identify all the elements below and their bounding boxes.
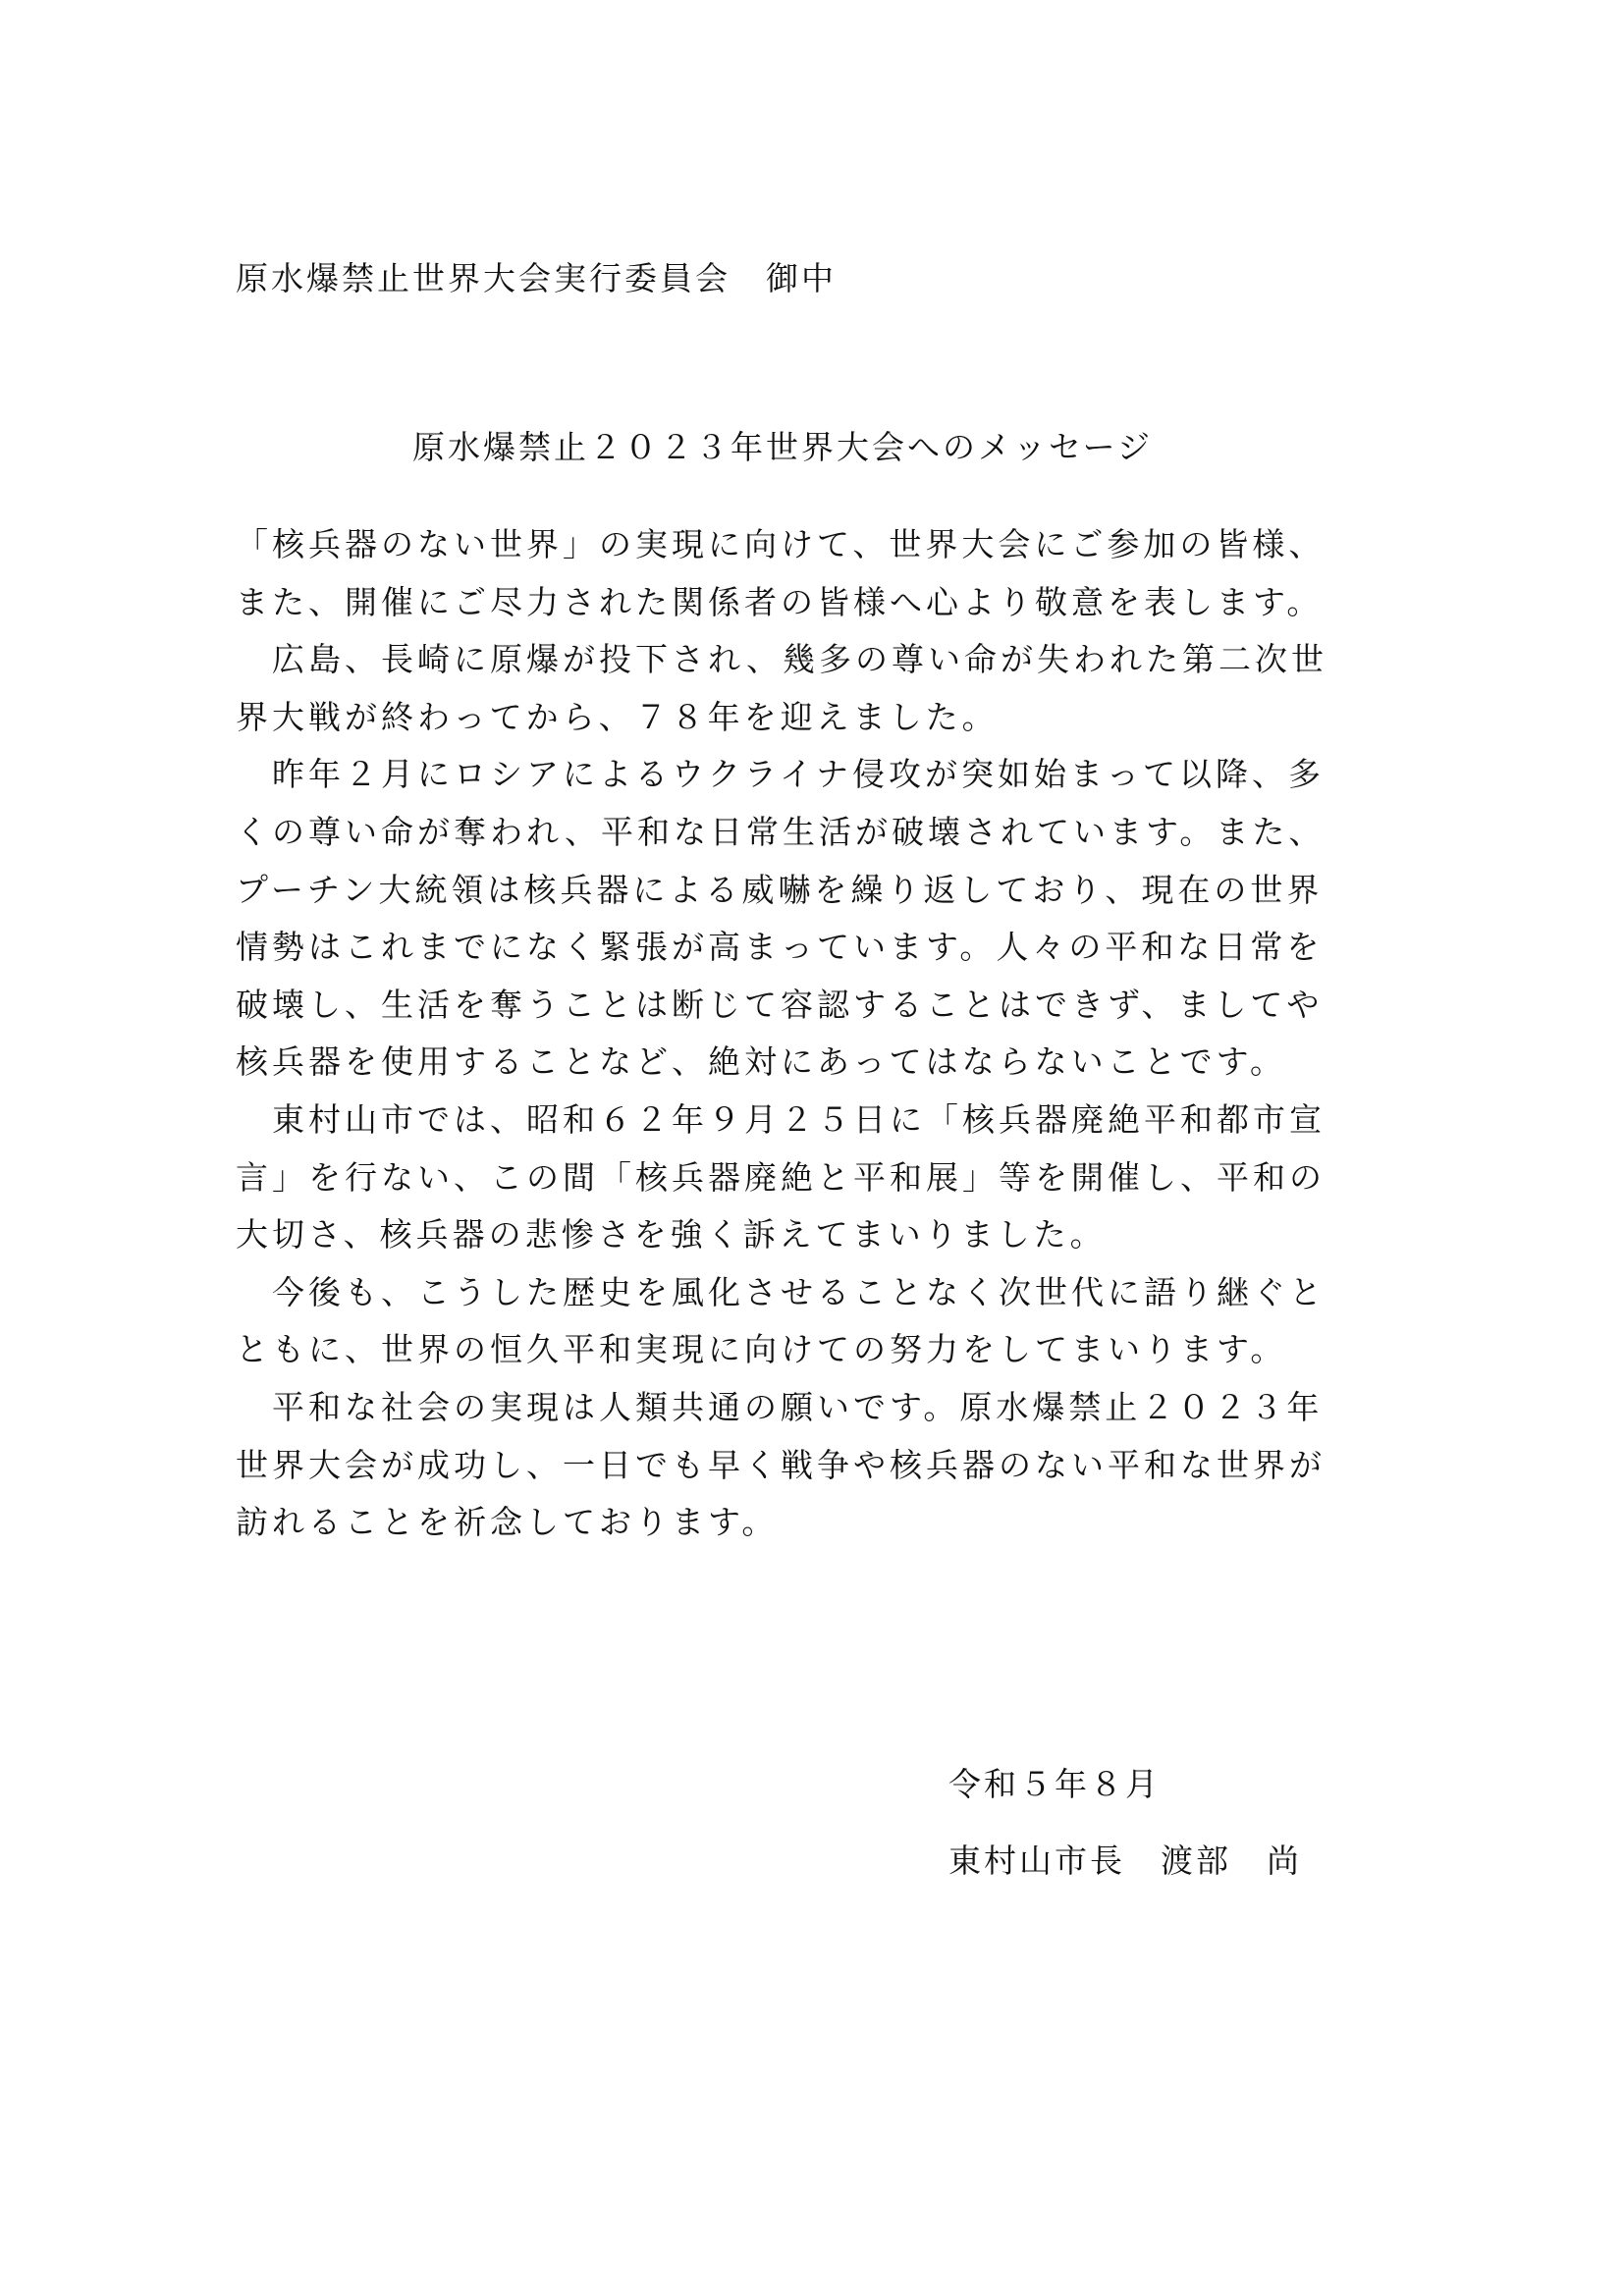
body-line: 世界大会が成功し、一日でも早く戦争や核兵器のない平和な世界が [236, 1445, 1326, 1484]
body-line: 広島、長崎に原爆が投下され、幾多の尊い命が失われた第二次世 [236, 640, 1327, 679]
body-line: 東村山市では、昭和６２年９月２５日に「核兵器廃絶平和都市宣 [236, 1099, 1326, 1139]
signer-line: 東村山市長 渡部 尚 [948, 1842, 1302, 1880]
body-line: 破壊し、生活を奪うことは断じて容認することはできず、ましてや [236, 985, 1324, 1024]
body-line: ともに、世界の恒久平和実現に向けての努力をしてまいります。 [236, 1330, 1287, 1369]
body-line: 情勢はこれまでになく緊張が高まっています。人々の平和な日常を [236, 928, 1324, 967]
addressee: 原水爆禁止世界大会実行委員会 御中 [236, 259, 837, 297]
message-body [236, 516, 1394, 1552]
body-line: 界大戦が終わってから、７８年を迎えました。 [236, 697, 999, 736]
document-title: 原水爆禁止２０２３年世界大会へのメッセージ [412, 428, 1154, 466]
body-line: 昨年２月にロシアによるウクライナ侵攻が突如始まって以降、多 [236, 755, 1326, 794]
body-line: 核兵器を使用することなど、絶対にあってはならないことです。 [236, 1042, 1287, 1082]
body-line: 訪れることを祈念しております。 [236, 1503, 779, 1542]
date-line: 令和５年８月 [948, 1765, 1161, 1803]
body-line: プーチン大統領は核兵器による威嚇を繰り返しており、現在の世界 [236, 870, 1324, 909]
body-line: 今後も、こうした歴史を風化させることなく次世代に語り継ぐと [236, 1272, 1326, 1311]
body-line: 言」を行ない、この間「核兵器廃絶と平和展」等を開催し、平和の [236, 1157, 1326, 1197]
body-line: 平和な社会の実現は人類共通の願いです。原水爆禁止２０２３年 [236, 1387, 1324, 1426]
body-line: また、開催にご尽力された関係者の皆様へ心より敬意を表します。 [236, 582, 1324, 621]
body-line: 大切さ、核兵器の悲惨さを強く訴えてまいりました。 [236, 1215, 1107, 1255]
body-line: くの尊い命が奪われ、平和な日常生活が破壊されています。また、 [236, 812, 1326, 851]
body-line: 「核兵器のない世界」の実現に向けて、世界大会にご参加の皆様、 [236, 525, 1326, 563]
